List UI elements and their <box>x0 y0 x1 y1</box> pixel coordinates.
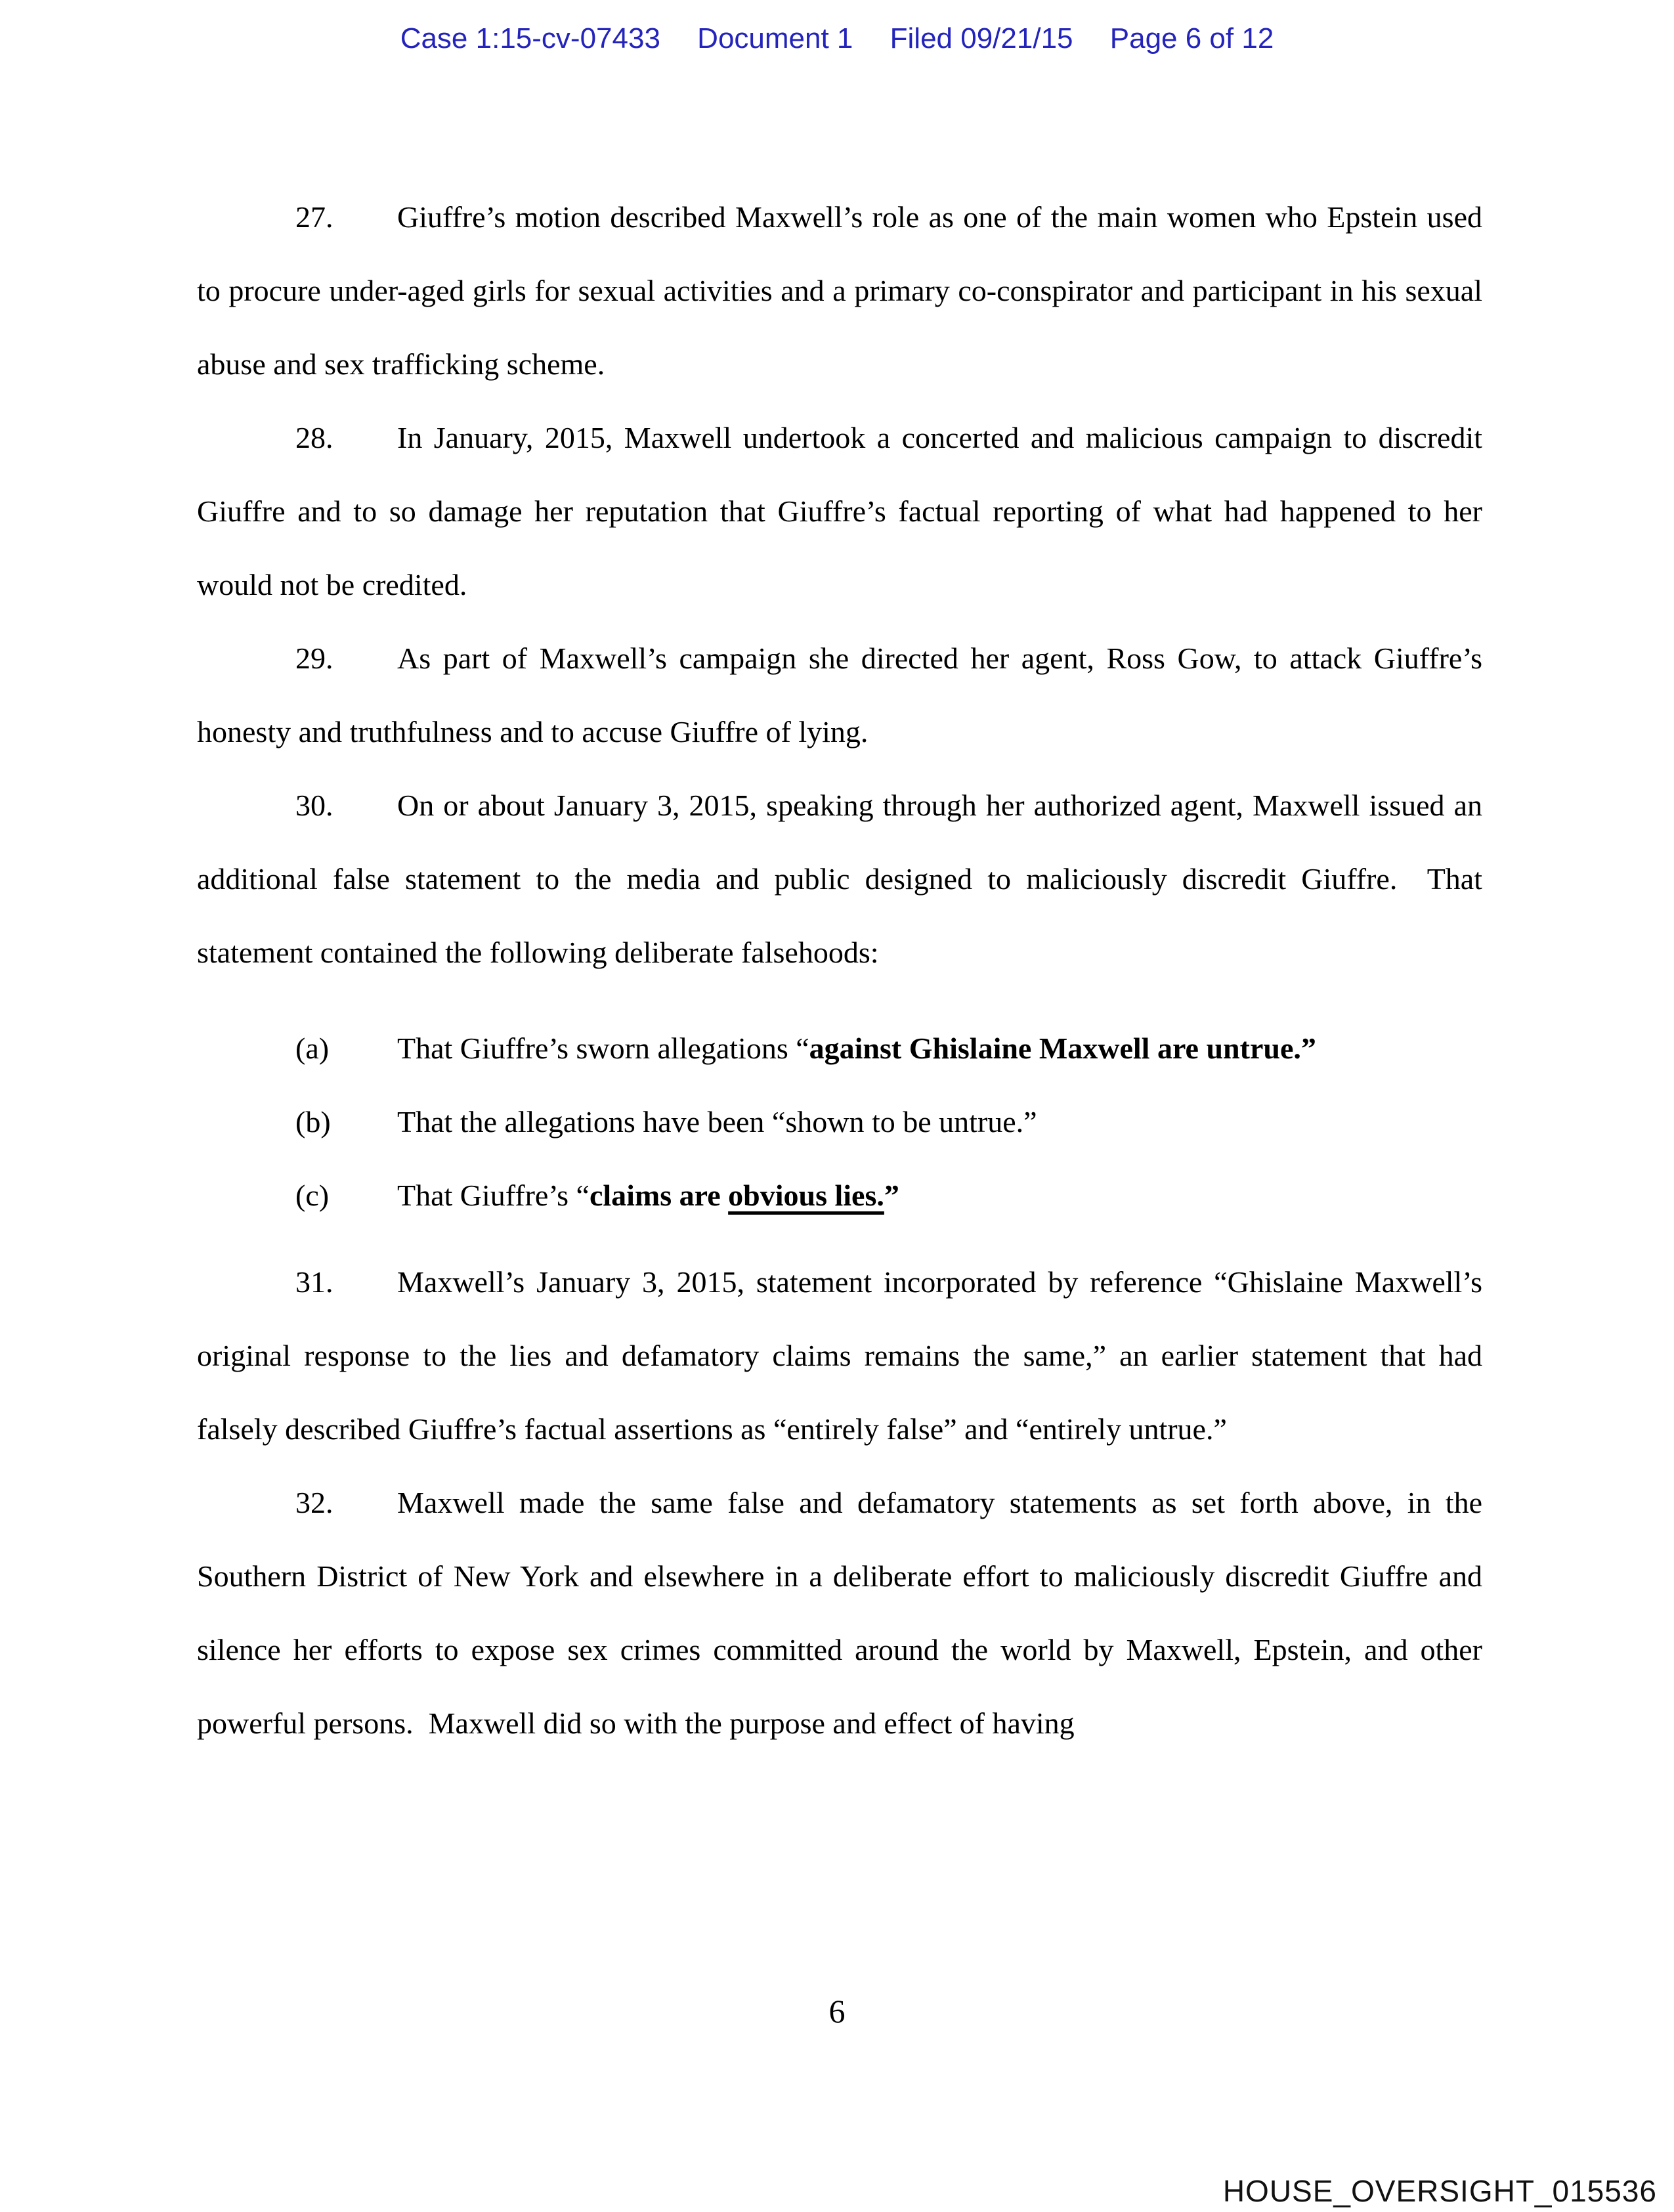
header-case-number: Case 1:15-cv-07433 <box>400 22 660 54</box>
paragraph-number: 30. <box>295 789 333 822</box>
bates-stamp: HOUSE_OVERSIGHT_015536 <box>1222 2174 1657 2208</box>
subitem-text-bold: against Ghislaine Maxwell are untrue.” <box>809 1031 1316 1065</box>
subitem-text: That the allegations have been “shown to be untrue.” <box>397 1105 1037 1139</box>
paragraph-number: 28. <box>295 421 333 454</box>
header-page-count: Page 6 of 12 <box>1109 22 1274 54</box>
subitem-text-bold: ” <box>884 1179 899 1212</box>
paragraph-32 <box>197 1466 1482 1760</box>
falsehood-item-c <box>197 1159 1482 1232</box>
header-document-number: Document 1 <box>697 22 853 54</box>
subitem-label: (c) <box>295 1179 330 1212</box>
paragraph-30 <box>197 769 1482 989</box>
subitem-label: (a) <box>295 1031 330 1065</box>
paragraph-27 <box>197 181 1482 401</box>
paragraph-text: Maxwell made the same false and defamatory statements as set forth above, in the Southern District of New York and elsewhere in a deliberate effort to maliciously discredit Giuffre and silence her efforts to expose sex crimes committed around the world by Maxwell, Epstein, and other powerful persons. Maxwell did so with the purpose and effect of having <box>197 1486 1482 1740</box>
page-number: 6 <box>828 1993 846 2029</box>
header-filed-date: Filed 09/21/15 <box>890 22 1073 54</box>
paragraph-28 <box>197 401 1482 622</box>
paragraph-number: 29. <box>295 641 333 675</box>
paragraph-number: 32. <box>295 1486 333 1519</box>
case-header <box>0 22 1674 55</box>
falsehood-list <box>197 1012 1482 1232</box>
paragraph-text: On or about January 3, 2015, speaking through her authorized agent, Maxwell issued an additional false statement to the media and public designed to maliciously discredit Giuffre. That statement contained the following deliberate falsehoods: <box>197 789 1482 969</box>
document-body <box>197 181 1482 1760</box>
subitem-text-bold-underline: obvious lies. <box>728 1179 884 1212</box>
paragraph-text: Giuffre’s motion described Maxwell’s role as one of the main women who Epstein used to procure under-aged girls for sexual activities and a primary co-conspirator and participant in his sexual abuse and sex trafficking scheme. <box>197 200 1482 381</box>
subitem-text-bold: claims are <box>589 1179 729 1212</box>
subitem-label: (b) <box>295 1105 331 1139</box>
falsehood-item-b <box>197 1085 1482 1159</box>
paragraph-number: 27. <box>295 200 333 234</box>
paragraph-text: As part of Maxwell’s campaign she directed her agent, Ross Gow, to attack Giuffre’s honesty and truthfulness and to accuse Giuffre of lying. <box>197 641 1482 748</box>
paragraph-29 <box>197 622 1482 769</box>
falsehood-item-a <box>197 1012 1482 1085</box>
paragraph-text: In January, 2015, Maxwell undertook a concerted and malicious campaign to discredit Giuffre and to so damage her reputation that Giuffre’s factual reporting of what had happened to her would not be credited. <box>197 421 1482 601</box>
paragraph-text: Maxwell’s January 3, 2015, statement incorporated by reference “Ghislaine Maxwell’s original response to the lies and defamatory claims remains the same,” an earlier statement that had falsely described Giuffre’s factual assertions as “entirely false” and “entirely untrue.” <box>197 1265 1482 1446</box>
paragraph-number: 31. <box>295 1265 333 1299</box>
subitem-text: That Giuffre’s “ <box>397 1179 590 1212</box>
subitem-text: That Giuffre’s sworn allegations “ <box>397 1031 809 1065</box>
paragraph-31 <box>197 1246 1482 1466</box>
